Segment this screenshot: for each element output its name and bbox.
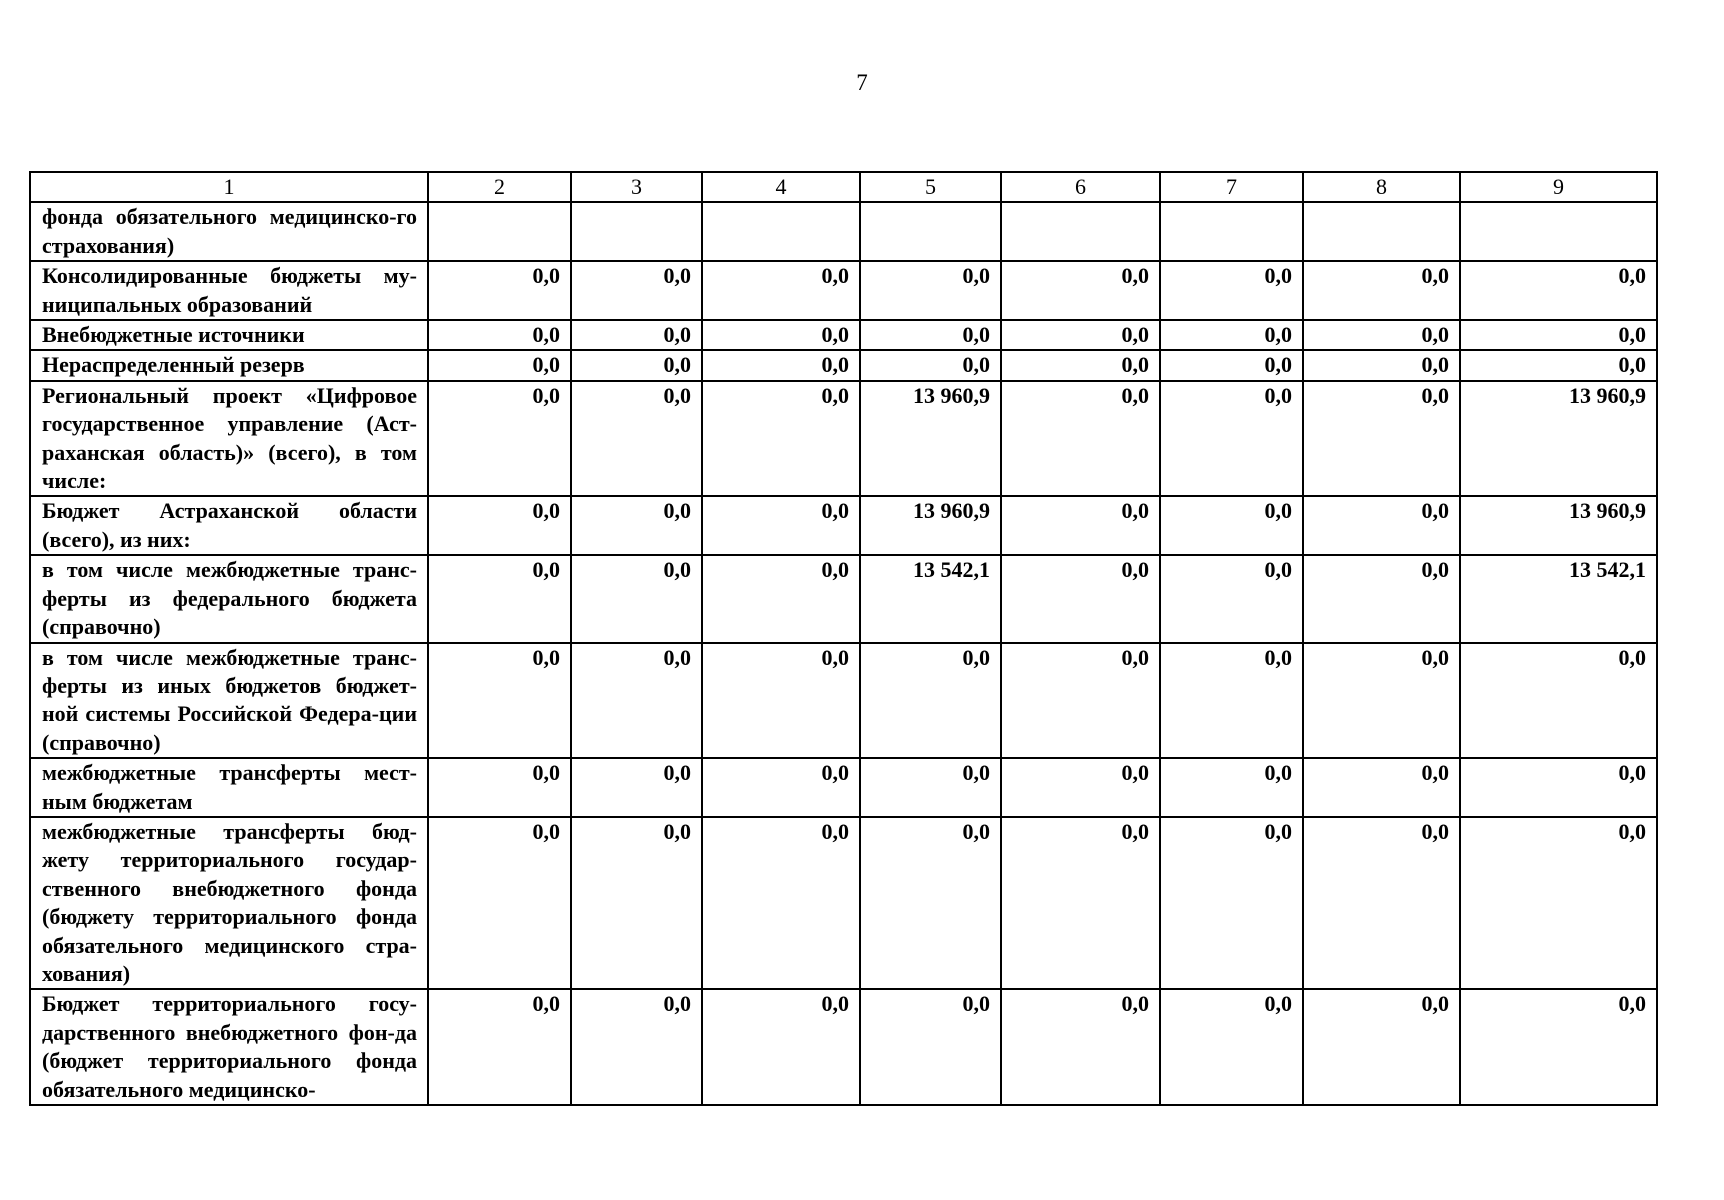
cell-value: 13 960,9 bbox=[860, 496, 1001, 555]
cell-value bbox=[428, 202, 571, 261]
table-row bbox=[30, 643, 1657, 759]
cell-value bbox=[1001, 202, 1160, 261]
row-label: Нераспределенный резерв bbox=[30, 350, 428, 380]
cell-value bbox=[860, 202, 1001, 261]
column-header: 9 bbox=[1460, 172, 1657, 202]
cell-value: 0,0 bbox=[702, 989, 860, 1105]
cell-value: 0,0 bbox=[428, 643, 571, 759]
cell-value: 0,0 bbox=[1160, 350, 1303, 380]
table-row bbox=[30, 261, 1657, 320]
cell-value: 0,0 bbox=[702, 643, 860, 759]
cell-value: 0,0 bbox=[1303, 320, 1460, 350]
row-label: в том числе межбюджетные транс-ферты из иных бюджетов бюджет-ной системы Российской Федера-ции (справочно) bbox=[30, 643, 428, 759]
cell-value: 0,0 bbox=[428, 320, 571, 350]
cell-value: 0,0 bbox=[1160, 381, 1303, 497]
cell-value bbox=[1303, 202, 1460, 261]
cell-value: 0,0 bbox=[1303, 643, 1460, 759]
cell-value: 0,0 bbox=[571, 758, 702, 817]
cell-value: 0,0 bbox=[1303, 817, 1460, 989]
cell-value: 0,0 bbox=[1160, 496, 1303, 555]
cell-value: 0,0 bbox=[1160, 261, 1303, 320]
table-row bbox=[30, 817, 1657, 989]
cell-value: 0,0 bbox=[1160, 758, 1303, 817]
cell-value: 0,0 bbox=[1160, 989, 1303, 1105]
cell-value: 0,0 bbox=[571, 320, 702, 350]
row-label: Бюджет территориального госу-дарственного внебюджетного фон-да (бюджет территориального фонда обязательного медицинско- bbox=[30, 989, 428, 1105]
cell-value: 0,0 bbox=[428, 989, 571, 1105]
cell-value: 0,0 bbox=[702, 555, 860, 642]
cell-value: 0,0 bbox=[702, 381, 860, 497]
cell-value: 0,0 bbox=[860, 643, 1001, 759]
row-label: межбюджетные трансферты мест-ным бюджетам bbox=[30, 758, 428, 817]
cell-value: 0,0 bbox=[1303, 555, 1460, 642]
column-header: 3 bbox=[571, 172, 702, 202]
cell-value: 0,0 bbox=[1001, 555, 1160, 642]
cell-value: 0,0 bbox=[1001, 758, 1160, 817]
cell-value bbox=[702, 202, 860, 261]
cell-value: 0,0 bbox=[1303, 261, 1460, 320]
row-label: Региональный проект «Цифровое государственное управление (Аст-раханская область)» (всего), в том числе: bbox=[30, 381, 428, 497]
cell-value: 0,0 bbox=[1460, 989, 1657, 1105]
cell-value: 13 542,1 bbox=[860, 555, 1001, 642]
cell-value: 13 960,9 bbox=[860, 381, 1001, 497]
cell-value: 0,0 bbox=[702, 758, 860, 817]
budget-table bbox=[29, 171, 1658, 1106]
row-label: Внебюджетные источники bbox=[30, 320, 428, 350]
cell-value: 0,0 bbox=[860, 261, 1001, 320]
cell-value: 0,0 bbox=[860, 320, 1001, 350]
cell-value: 13 542,1 bbox=[1460, 555, 1657, 642]
cell-value: 0,0 bbox=[571, 643, 702, 759]
table-row bbox=[30, 555, 1657, 642]
row-label: в том числе межбюджетные транс-ферты из федерального бюджета (справочно) bbox=[30, 555, 428, 642]
cell-value: 0,0 bbox=[1303, 989, 1460, 1105]
cell-value: 0,0 bbox=[1001, 261, 1160, 320]
cell-value: 0,0 bbox=[1460, 350, 1657, 380]
cell-value: 0,0 bbox=[860, 817, 1001, 989]
cell-value: 0,0 bbox=[428, 817, 571, 989]
cell-value: 0,0 bbox=[702, 350, 860, 380]
cell-value: 0,0 bbox=[1460, 320, 1657, 350]
cell-value: 0,0 bbox=[702, 496, 860, 555]
cell-value: 0,0 bbox=[571, 381, 702, 497]
cell-value: 0,0 bbox=[1160, 817, 1303, 989]
cell-value: 0,0 bbox=[571, 555, 702, 642]
cell-value: 0,0 bbox=[1001, 320, 1160, 350]
cell-value: 13 960,9 bbox=[1460, 496, 1657, 555]
column-header: 2 bbox=[428, 172, 571, 202]
table-row bbox=[30, 381, 1657, 497]
cell-value: 0,0 bbox=[1001, 989, 1160, 1105]
cell-value: 0,0 bbox=[428, 350, 571, 380]
cell-value: 0,0 bbox=[860, 989, 1001, 1105]
table-row bbox=[30, 989, 1657, 1105]
cell-value: 0,0 bbox=[1001, 381, 1160, 497]
table-row bbox=[30, 350, 1657, 380]
column-header: 1 bbox=[30, 172, 428, 202]
cell-value bbox=[571, 202, 702, 261]
cell-value: 0,0 bbox=[1001, 643, 1160, 759]
cell-value bbox=[1160, 202, 1303, 261]
cell-value: 0,0 bbox=[1303, 496, 1460, 555]
cell-value: 0,0 bbox=[1303, 350, 1460, 380]
column-header: 6 bbox=[1001, 172, 1160, 202]
column-header: 4 bbox=[702, 172, 860, 202]
cell-value: 0,0 bbox=[571, 989, 702, 1105]
cell-value: 0,0 bbox=[702, 261, 860, 320]
cell-value: 0,0 bbox=[1160, 320, 1303, 350]
cell-value: 0,0 bbox=[1001, 496, 1160, 555]
cell-value: 0,0 bbox=[1460, 758, 1657, 817]
cell-value: 0,0 bbox=[860, 350, 1001, 380]
row-label: межбюджетные трансферты бюд-жету территориального государ-ственного внебюджетного фонда (бюджету территориального фонда обязательного медицинского стра-хования) bbox=[30, 817, 428, 989]
row-label: Бюджет Астраханской области (всего), из них: bbox=[30, 496, 428, 555]
cell-value: 0,0 bbox=[571, 496, 702, 555]
cell-value: 0,0 bbox=[702, 817, 860, 989]
cell-value bbox=[1460, 202, 1657, 261]
cell-value: 0,0 bbox=[860, 758, 1001, 817]
table-row bbox=[30, 496, 1657, 555]
cell-value: 0,0 bbox=[1460, 261, 1657, 320]
cell-value: 0,0 bbox=[428, 261, 571, 320]
header-row bbox=[30, 172, 1657, 202]
table-row bbox=[30, 320, 1657, 350]
cell-value: 0,0 bbox=[428, 758, 571, 817]
column-header: 7 bbox=[1160, 172, 1303, 202]
column-header: 5 bbox=[860, 172, 1001, 202]
cell-value: 0,0 bbox=[428, 555, 571, 642]
cell-value: 0,0 bbox=[571, 261, 702, 320]
cell-value: 0,0 bbox=[1160, 643, 1303, 759]
cell-value: 0,0 bbox=[428, 496, 571, 555]
cell-value: 0,0 bbox=[1460, 817, 1657, 989]
cell-value: 0,0 bbox=[428, 381, 571, 497]
cell-value: 0,0 bbox=[1160, 555, 1303, 642]
cell-value: 0,0 bbox=[1303, 381, 1460, 497]
cell-value: 0,0 bbox=[571, 817, 702, 989]
cell-value: 0,0 bbox=[1001, 817, 1160, 989]
page-number: 7 bbox=[856, 70, 868, 95]
cell-value: 13 960,9 bbox=[1460, 381, 1657, 497]
row-label: Консолидированные бюджеты му-ниципальных образований bbox=[30, 261, 428, 320]
cell-value: 0,0 bbox=[1460, 643, 1657, 759]
table-row bbox=[30, 758, 1657, 817]
row-label: фонда обязательного медицинско-го страхования) bbox=[30, 202, 428, 261]
cell-value: 0,0 bbox=[702, 320, 860, 350]
table-row bbox=[30, 202, 1657, 261]
cell-value: 0,0 bbox=[571, 350, 702, 380]
cell-value: 0,0 bbox=[1303, 758, 1460, 817]
column-header: 8 bbox=[1303, 172, 1460, 202]
cell-value: 0,0 bbox=[1001, 350, 1160, 380]
